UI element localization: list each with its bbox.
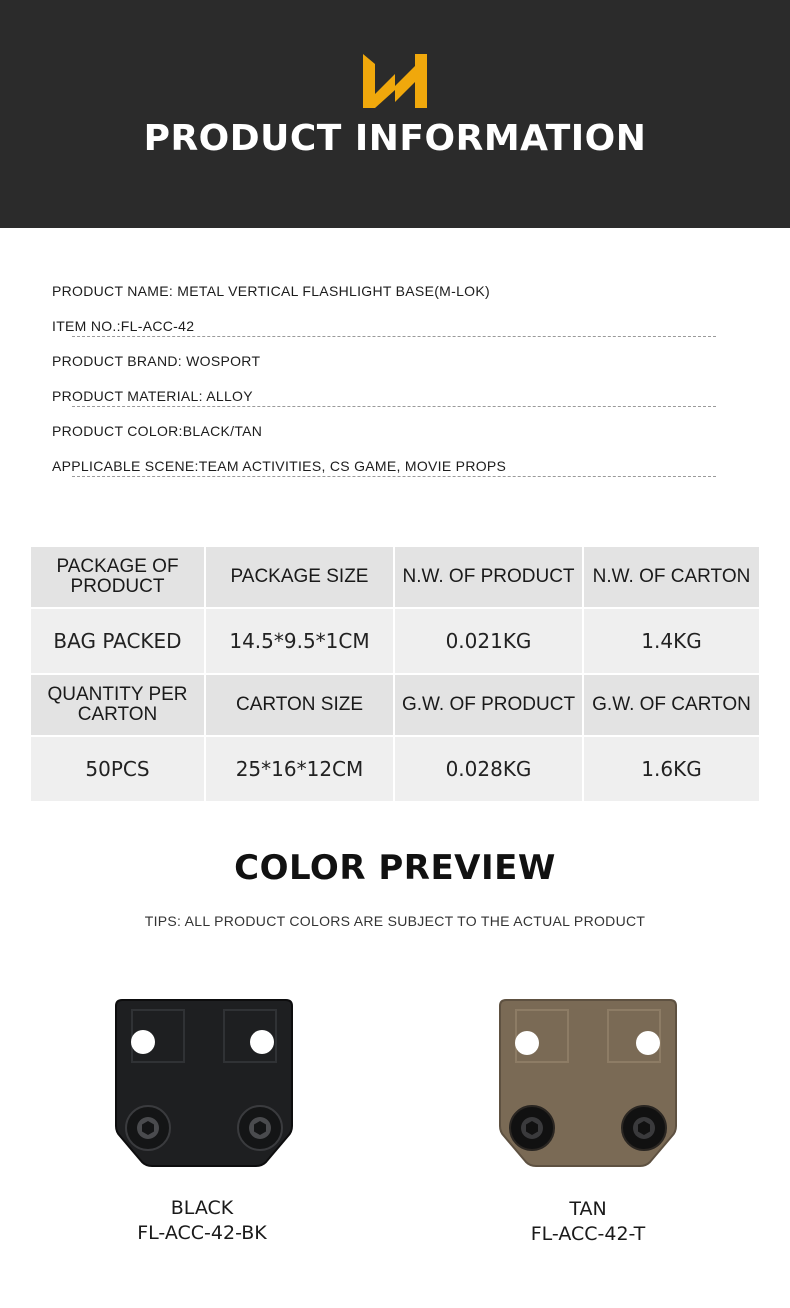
spec-table — [31, 547, 759, 803]
table-header-cell: PACKAGE OF PRODUCT — [31, 547, 205, 608]
table-cell: 25*16*12CM — [205, 736, 394, 802]
page-title: PRODUCT INFORMATION — [143, 118, 647, 159]
table-header-cell: G.W. OF CARTON — [583, 674, 759, 736]
table-row — [31, 736, 759, 802]
info-applicable-scene: APPLICABLE SCENE:TEAM ACTIVITIES, CS GAME, MOVIE PROPS — [52, 455, 716, 490]
variant-code: FL-ACC-42-BK — [137, 1222, 267, 1244]
table-header-cell: PACKAGE SIZE — [205, 547, 394, 608]
variant-code: FL-ACC-42-T — [530, 1223, 646, 1245]
variant-name: BLACK — [170, 1197, 234, 1219]
black-product-image — [112, 996, 296, 1168]
info-product-brand: PRODUCT BRAND: WOSPORT — [52, 353, 261, 369]
table-cell: BAG PACKED — [31, 608, 205, 674]
table-row — [31, 674, 759, 736]
tips-text: TIPS: ALL PRODUCT COLORS ARE SUBJECT TO THE ACTUAL PRODUCT — [144, 913, 646, 929]
table-cell: 14.5*9.5*1CM — [205, 608, 394, 674]
product-info-list — [52, 280, 716, 490]
table-header-cell: N.W. OF CARTON — [583, 547, 759, 608]
color-preview-title: COLOR PREVIEW — [234, 848, 556, 888]
table-cell: 1.6KG — [583, 736, 759, 802]
header-banner — [0, 0, 790, 228]
brand-logo-icon — [361, 52, 429, 110]
table-header-cell: QUANTITY PER CARTON — [31, 674, 205, 736]
info-product-color: PRODUCT COLOR:BLACK/TAN — [52, 423, 263, 439]
variant-label-black — [72, 1196, 332, 1246]
table-row — [31, 608, 759, 674]
table-header-cell: N.W. OF PRODUCT — [394, 547, 583, 608]
info-item-no: ITEM NO.:FL-ACC-42 — [52, 315, 716, 350]
table-header-cell: CARTON SIZE — [205, 674, 394, 736]
table-cell: 0.021KG — [394, 608, 583, 674]
variant-name: TAN — [569, 1198, 607, 1220]
table-header-cell: G.W. OF PRODUCT — [394, 674, 583, 736]
table-cell: 50PCS — [31, 736, 205, 802]
tan-product-image — [496, 996, 680, 1168]
info-product-material: PRODUCT MATERIAL: ALLOY — [52, 385, 716, 420]
variant-label-tan — [458, 1197, 718, 1247]
table-cell: 0.028KG — [394, 736, 583, 802]
table-row — [31, 547, 759, 608]
table-cell: 1.4KG — [583, 608, 759, 674]
info-product-name: PRODUCT NAME: METAL VERTICAL FLASHLIGHT BASE(M-LOK) — [52, 283, 490, 299]
